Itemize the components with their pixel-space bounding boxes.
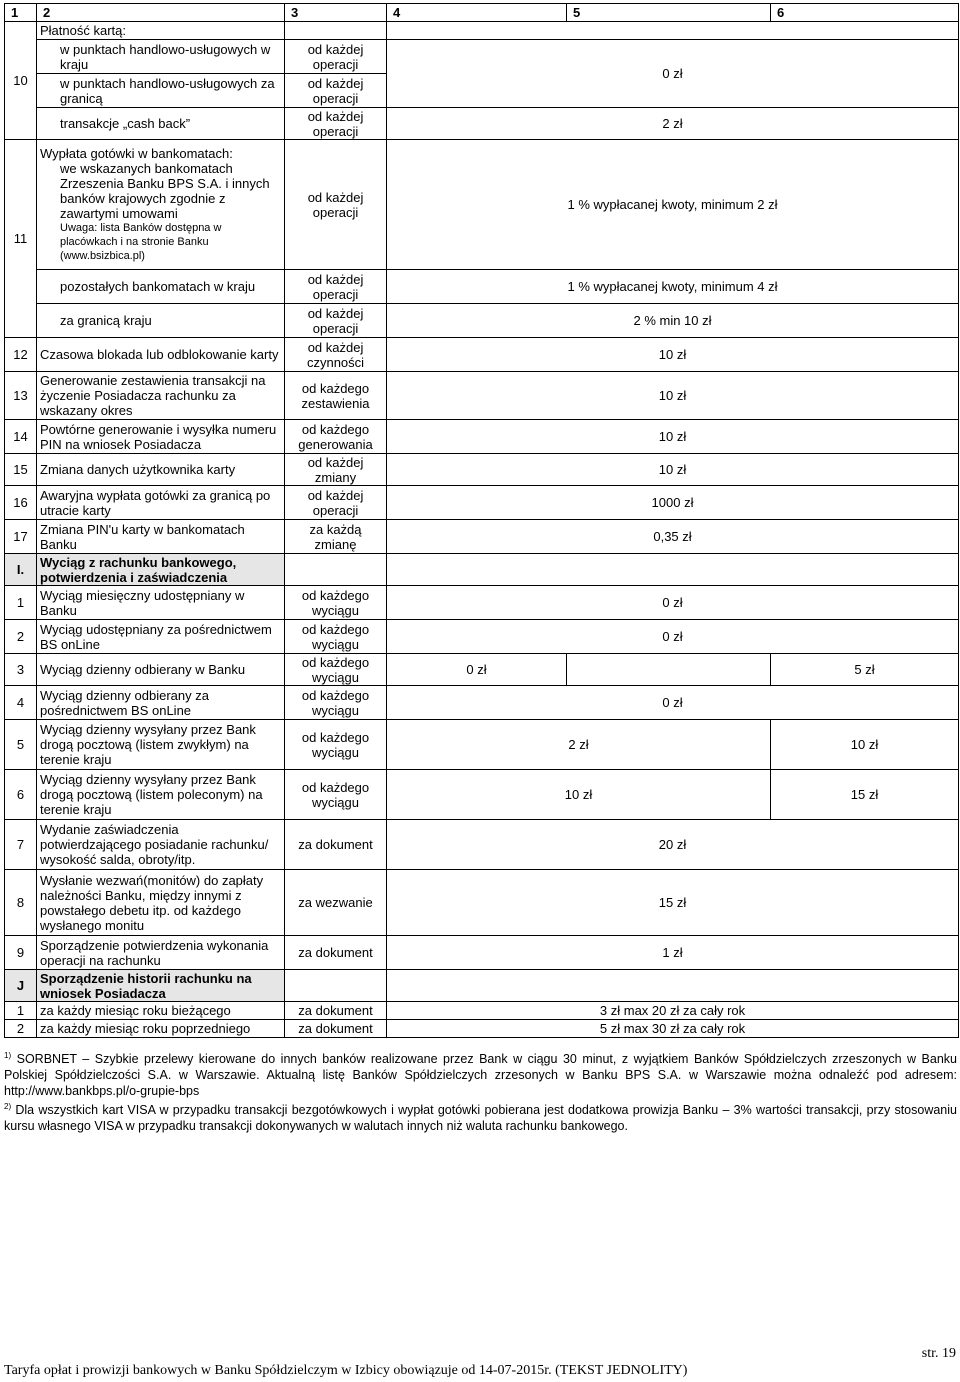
row-label xyxy=(37,74,285,108)
row-number: 3 xyxy=(5,654,37,686)
table-row xyxy=(5,420,959,454)
empty-cell xyxy=(567,654,771,686)
table-row xyxy=(5,140,959,270)
empty-cell xyxy=(387,970,959,1002)
row-number: 12 xyxy=(5,338,37,372)
row-label: Wyciąg miesięczny udostępniany w Banku xyxy=(37,586,285,620)
tariff-table xyxy=(4,3,959,1038)
table-header-row xyxy=(5,4,959,22)
row-title xyxy=(37,22,285,40)
table-row xyxy=(5,870,959,936)
row-unit: od każdej czynności xyxy=(285,338,387,372)
row-unit: od każdej operacji xyxy=(285,270,387,304)
empty-cell xyxy=(285,554,387,586)
row-value: 0 zł xyxy=(387,586,959,620)
table-row xyxy=(5,936,959,970)
row-unit: od każdego generowania xyxy=(285,420,387,454)
row-unit: od każdego wyciągu xyxy=(285,620,387,654)
empty-cell xyxy=(285,970,387,1002)
row-value-b: 5 zł xyxy=(771,654,959,686)
page-number: str. 19 xyxy=(921,1346,956,1361)
footnotes xyxy=(4,1048,957,1134)
footnote-mark: 1) xyxy=(4,1051,12,1060)
table-row xyxy=(5,1020,959,1038)
row-number: 13 xyxy=(5,372,37,420)
table-row xyxy=(5,620,959,654)
row-label: Sporządzenie potwierdzenia wykonania operacji na rachunku xyxy=(37,936,285,970)
section-number: J xyxy=(5,970,37,1002)
row-number: 14 xyxy=(5,420,37,454)
col-header-2: 2 xyxy=(37,4,285,22)
row-label: Wyciąg udostępniany za pośrednictwem BS onLine xyxy=(37,620,285,654)
row-number: 9 xyxy=(5,936,37,970)
footnote-1 xyxy=(4,1048,957,1099)
row-label: za każdy miesiąc roku poprzedniego xyxy=(37,1020,285,1038)
row-number: 10 xyxy=(5,22,37,140)
row-number: 8 xyxy=(5,870,37,936)
footer-title: Taryfa opłat i prowizji bankowych w Banku Spółdzielczym w Izbicy obowiązuje od 14-07-2015r. (TEKST JEDNOLITY) xyxy=(4,1363,688,1378)
section-title: Sporządzenie historii rachunku na wniosek Posiadacza xyxy=(37,970,285,1002)
table-row xyxy=(5,586,959,620)
row-value: 1 % wypłacanej kwoty, minimum 4 zł xyxy=(387,270,959,304)
table-row xyxy=(5,686,959,720)
table-row xyxy=(5,820,959,870)
section-header-row xyxy=(5,970,959,1002)
row-label: Wyciąg dzienny odbierany za pośrednictwem BS onLine xyxy=(37,686,285,720)
row-label xyxy=(37,140,285,270)
table-row xyxy=(5,270,959,304)
row-value: 0 zł xyxy=(387,620,959,654)
row-unit: za wezwanie xyxy=(285,870,387,936)
footnote-text: Dla wszystkich kart VISA w przypadku transakcji bezgotówkowych i wypłat gotówki pobierana jest dodatkowa prowizja Banku – 3% wartości transakcji, przy stosowaniu kursu własnego VISA w przypadku transakcji dokonywanych w walutach innych niż waluta rachunku bankowego. xyxy=(4,1103,957,1134)
footnote-mark: 2) xyxy=(4,1102,12,1112)
row-value: 5 zł max 30 zł za cały rok xyxy=(387,1020,959,1038)
row-label: Czasowa blokada lub odblokowanie karty xyxy=(37,338,285,372)
row-title-text: Wypłata gotówki w bankomatach: xyxy=(40,146,233,161)
row-note-text: Uwaga: lista Banków dostępna w placówkach i na stronie Banku (www.bsizbica.pl) xyxy=(60,222,222,262)
row-unit: od każdej zmiany xyxy=(285,454,387,486)
table-row xyxy=(5,22,959,40)
row-number: 4 xyxy=(5,686,37,720)
row-value-a: 2 zł xyxy=(387,720,771,770)
row-value: 0 zł xyxy=(387,40,959,108)
footnote-2 xyxy=(4,1099,957,1134)
row-label: Zmiana PIN'u karty w bankomatach Banku xyxy=(37,520,285,554)
row-label-text: we wskazanych bankomatach Zrzeszenia Banku BPS S.A. i innych banków krajowych zgodnie z zawartymi umowami xyxy=(60,161,270,221)
table-row xyxy=(5,770,959,820)
row-unit: od każdej operacji xyxy=(285,140,387,270)
table-row xyxy=(5,304,959,338)
row-value: 2 zł xyxy=(387,108,959,140)
row-number: 6 xyxy=(5,770,37,820)
row-label: Wysłanie wezwań(monitów) do zapłaty należności Banku, między innymi z powstałego debetu itp. od każdego wysłanego monitu xyxy=(37,870,285,936)
row-unit: od każdego wyciągu xyxy=(285,686,387,720)
col-header-6: 6 xyxy=(771,4,959,22)
row-number: 1 xyxy=(5,1002,37,1020)
row-label: Wydanie zaświadczenia potwierdzającego posiadanie rachunku/ wysokość salda, obroty/itp. xyxy=(37,820,285,870)
table-row xyxy=(5,454,959,486)
row-label-text: pozostałych bankomatach w kraju xyxy=(60,279,256,294)
row-label xyxy=(37,304,285,338)
row-unit: za dokument xyxy=(285,1002,387,1020)
row-label: Wyciąg dzienny wysyłany przez Bank drogą pocztową (listem poleconym) na terenie kraju xyxy=(37,770,285,820)
row-unit: od każdego wyciągu xyxy=(285,770,387,820)
row-label: za każdy miesiąc roku bieżącego xyxy=(37,1002,285,1020)
row-unit: od każdej operacji xyxy=(285,486,387,520)
row-unit: od każdego wyciągu xyxy=(285,654,387,686)
row-number: 16 xyxy=(5,486,37,520)
table-row xyxy=(5,108,959,140)
table-row xyxy=(5,486,959,520)
row-label xyxy=(37,108,285,140)
row-value-b: 15 zł xyxy=(771,770,959,820)
row-number: 5 xyxy=(5,720,37,770)
section-number: I. xyxy=(5,554,37,586)
row-label-text: za granicą kraju xyxy=(60,313,152,328)
row-unit: od każdego wyciągu xyxy=(285,720,387,770)
row-label: Zmiana danych użytkownika karty xyxy=(37,454,285,486)
row-number: 17 xyxy=(5,520,37,554)
row-value: 1000 zł xyxy=(387,486,959,520)
row-value: 2 % min 10 zł xyxy=(387,304,959,338)
row-unit: od każdego zestawienia xyxy=(285,372,387,420)
table-row xyxy=(5,720,959,770)
row-value: 10 zł xyxy=(387,338,959,372)
row-title-text: Płatność kartą: xyxy=(40,23,126,38)
row-value-b: 10 zł xyxy=(771,720,959,770)
row-label xyxy=(37,40,285,74)
row-unit: za dokument xyxy=(285,1020,387,1038)
row-value: 1 % wypłacanej kwoty, minimum 2 zł xyxy=(387,140,959,270)
col-header-1: 1 xyxy=(5,4,37,22)
row-value: 3 zł max 20 zł za cały rok xyxy=(387,1002,959,1020)
row-number: 1 xyxy=(5,586,37,620)
table-row xyxy=(5,654,959,686)
row-label: Generowanie zestawienia transakcji na życzenie Posiadacza rachunku za wskazany okres xyxy=(37,372,285,420)
row-label: Awaryjna wypłata gotówki za granicą po utracie karty xyxy=(37,486,285,520)
row-label-text: w punktach handlowo-usługowych za granicą xyxy=(60,75,275,106)
empty-cell xyxy=(285,22,387,40)
row-value: 10 zł xyxy=(387,454,959,486)
row-label xyxy=(37,270,285,304)
row-label-text: transakcje „cash back” xyxy=(60,116,191,131)
page-footer xyxy=(0,1346,960,1382)
row-value: 20 zł xyxy=(387,820,959,870)
row-value: 0,35 zł xyxy=(387,520,959,554)
row-label-text: w punktach handlowo-usługowych w kraju xyxy=(60,41,271,72)
row-value-a: 10 zł xyxy=(387,770,771,820)
row-unit: od każdej operacji xyxy=(285,74,387,108)
row-value: 1 zł xyxy=(387,936,959,970)
row-unit: od każdej operacji xyxy=(285,108,387,140)
table-row xyxy=(5,520,959,554)
row-number: 15 xyxy=(5,454,37,486)
row-unit: za dokument xyxy=(285,820,387,870)
section-title: Wyciąg z rachunku bankowego, potwierdzenia i zaświadczenia xyxy=(37,554,285,586)
section-header-row xyxy=(5,554,959,586)
row-number: 11 xyxy=(5,140,37,338)
empty-cell xyxy=(387,22,959,40)
row-value-a: 0 zł xyxy=(387,654,567,686)
empty-cell xyxy=(387,554,959,586)
row-value: 0 zł xyxy=(387,686,959,720)
row-number: 2 xyxy=(5,1020,37,1038)
table-row xyxy=(5,338,959,372)
row-unit: za każdą zmianę xyxy=(285,520,387,554)
row-unit: od każdej operacji xyxy=(285,40,387,74)
row-number: 7 xyxy=(5,820,37,870)
row-number: 2 xyxy=(5,620,37,654)
row-value: 10 zł xyxy=(387,372,959,420)
table-row xyxy=(5,372,959,420)
row-value: 15 zł xyxy=(387,870,959,936)
row-label: Wyciąg dzienny odbierany w Banku xyxy=(37,654,285,686)
footnote-text: SORBNET – Szybkie przelewy kierowane do innych banków realizowane przez Bank w ciągu 30 minut, z wyjątkiem Banków Spółdzielczych zrzeszonych w Banku Polskiej Spółdzielczości S.A. w Warszawie. Aktualną listę Banków Spółdzielczych zrzesonych w Banku BPS S.A. w Warszawie można odnaleźć pod adresem: http://www.bankbps.pl/o-grupie-bps xyxy=(4,1052,957,1099)
row-unit: od każdej operacji xyxy=(285,304,387,338)
row-value: 10 zł xyxy=(387,420,959,454)
row-label: Wyciąg dzienny wysyłany przez Bank drogą pocztową (listem zwykłym) na terenie kraju xyxy=(37,720,285,770)
col-header-5: 5 xyxy=(567,4,771,22)
row-unit: od każdego wyciągu xyxy=(285,586,387,620)
col-header-3: 3 xyxy=(285,4,387,22)
row-label: Powtórne generowanie i wysyłka numeru PIN na wniosek Posiadacza xyxy=(37,420,285,454)
table-row xyxy=(5,40,959,74)
row-unit: za dokument xyxy=(285,936,387,970)
col-header-4: 4 xyxy=(387,4,567,22)
table-row xyxy=(5,1002,959,1020)
